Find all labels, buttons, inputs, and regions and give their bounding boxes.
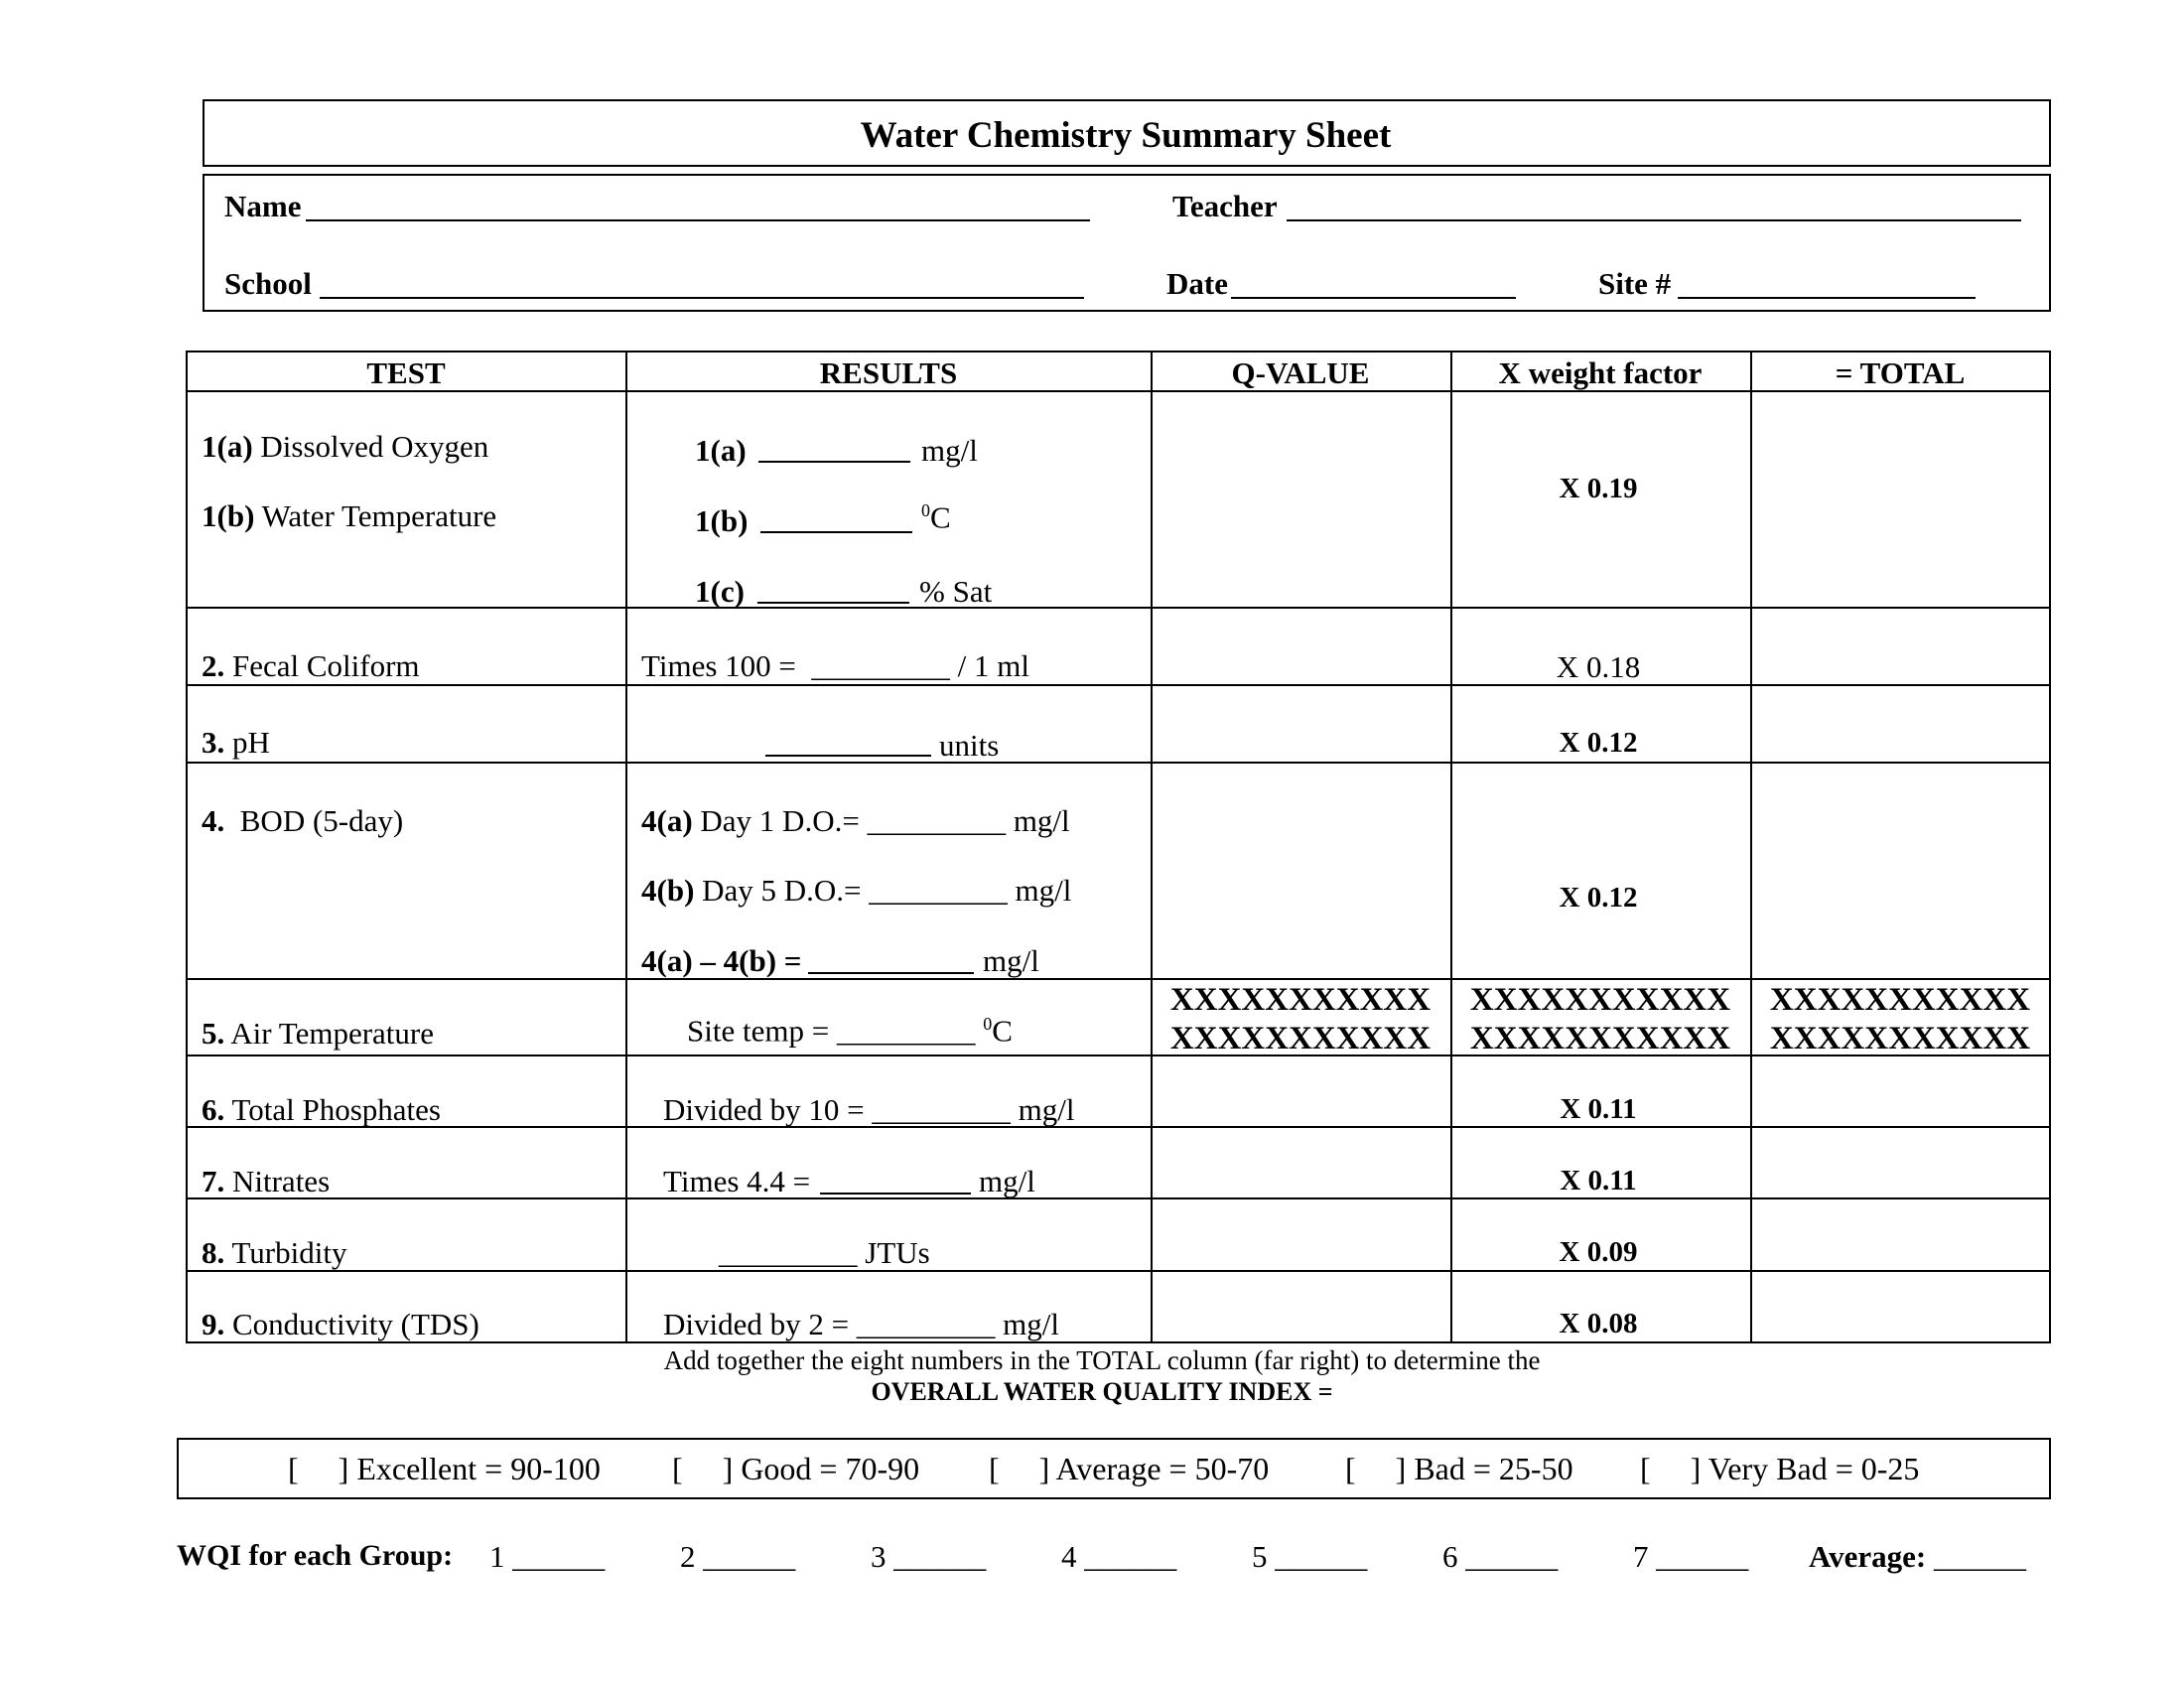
rating-very-bad[interactable]: [ ] Very Bad = 0-25 (1640, 1451, 1920, 1486)
result-3-field[interactable] (765, 755, 931, 757)
school-label: School (224, 266, 312, 301)
result-5: Site temp = _________ $^0$C (687, 1013, 1013, 1049)
row-divider (186, 978, 2051, 980)
site-field[interactable] (1678, 297, 1976, 299)
wqi-group-4[interactable]: 4 ______ (1061, 1539, 1177, 1574)
crossout-total-2: XXXXXXXXXXX (1769, 1021, 2031, 1056)
test-8: 8. Turbidity (202, 1235, 347, 1270)
result-2: Times 100 = _________ / 1 ml (641, 648, 1029, 683)
result-1b-field[interactable] (760, 531, 912, 533)
row-divider (186, 1126, 2051, 1128)
col-divider (625, 351, 627, 1343)
rating-checkbox[interactable]: [ ] (1345, 1451, 1407, 1486)
test-5: 5. Air Temperature (202, 1016, 434, 1051)
test-6: 6. Total Phosphates (202, 1092, 441, 1127)
wqi-group-1[interactable]: 1 ______ (489, 1539, 606, 1574)
result-1c-label: 1(c) (695, 574, 745, 609)
instructions-line-2: OVERALL WATER QUALITY INDEX = (871, 1377, 1333, 1406)
test-1b: 1(b) Water Temperature (202, 498, 497, 533)
header-total: = TOTAL (1835, 355, 1966, 390)
test-7: 7. Nitrates (202, 1164, 331, 1198)
header-weight-factor: X weight factor (1498, 355, 1703, 390)
wqi-group-5[interactable]: 5 ______ (1252, 1539, 1368, 1574)
site-label: Site # (1598, 266, 1672, 301)
header-results: RESULTS (819, 355, 958, 390)
result-1a-field[interactable] (758, 461, 910, 463)
col-divider (1450, 351, 1452, 1343)
school-field[interactable] (320, 297, 1084, 299)
result-3-unit: units (939, 728, 1000, 763)
rating-bad[interactable]: [ ] Bad = 25-50 (1345, 1451, 1573, 1486)
row-divider (186, 607, 2051, 609)
row-divider (186, 684, 2051, 686)
result-4c-unit: mg/l (983, 943, 1039, 978)
instructions-line-1: Add together the eight numbers in the TOTAL column (far right) to determine the (663, 1345, 1541, 1375)
col-divider (1750, 351, 1752, 1343)
info-box (203, 174, 2051, 312)
result-4b: 4(b) Day 5 D.O.= _________ mg/l (641, 873, 1072, 908)
rating-checkbox[interactable]: [ ] (672, 1451, 734, 1486)
crossout-weight-2: XXXXXXXXXXX (1469, 1021, 1731, 1056)
row-divider (186, 762, 2051, 764)
wqi-group-2[interactable]: 2 ______ (680, 1539, 796, 1574)
weight-3: X 0.12 (1559, 727, 1638, 759)
weight-2: X 0.18 (1556, 649, 1641, 684)
row-divider (186, 1270, 2051, 1272)
result-1b-unit: $^0$C (921, 499, 951, 535)
rating-checkbox[interactable]: [ ] (989, 1451, 1050, 1486)
wqi-group-3[interactable]: 3 ______ (871, 1539, 987, 1574)
rating-checkbox[interactable]: [ ] (288, 1451, 349, 1486)
crossout-q-2: XXXXXXXXXXX (1169, 1021, 1432, 1056)
header-q-value: Q-VALUE (1231, 355, 1370, 390)
row-divider (186, 390, 2051, 392)
result-7-prefix: Times 4.4 = (663, 1164, 811, 1198)
weight-7: X 0.11 (1560, 1165, 1637, 1196)
weight-1: X 0.19 (1559, 473, 1638, 504)
header-test: TEST (366, 355, 446, 390)
crossout-total-1: XXXXXXXXXXX (1769, 982, 2031, 1018)
teacher-field[interactable] (1287, 219, 2021, 221)
rating-checkbox[interactable]: [ ] (1640, 1451, 1702, 1486)
result-1b-label: 1(b) (695, 503, 749, 538)
result-1a-unit: mg/l (921, 433, 978, 468)
crossout-q-1: XXXXXXXXXXX (1169, 982, 1432, 1018)
test-9: 9. Conductivity (TDS) (202, 1307, 479, 1341)
result-7-field[interactable] (820, 1193, 971, 1195)
date-label: Date (1166, 266, 1228, 301)
teacher-label: Teacher (1172, 189, 1278, 223)
result-9: Divided by 2 = _________ mg/l (663, 1307, 1059, 1341)
wqi-average[interactable]: Average: ______ (1809, 1539, 2026, 1574)
test-1a: 1(a) Dissolved Oxygen (202, 429, 489, 464)
wqi-label: WQI for each Group: (177, 1539, 454, 1572)
result-7-unit: mg/l (979, 1164, 1035, 1198)
result-1a-label: 1(a) (695, 433, 747, 468)
crossout-weight-1: XXXXXXXXXXX (1469, 982, 1731, 1018)
name-field[interactable] (306, 219, 1090, 221)
test-3: 3. pH (202, 725, 270, 760)
rating-good[interactable]: [ ] Good = 70-90 (672, 1451, 920, 1486)
result-1c-unit: % Sat (919, 574, 993, 609)
result-4c-label: 4(a) – 4(b) = (641, 943, 802, 978)
test-4: 4. BOD (5-day) (202, 803, 404, 838)
row-divider (186, 1197, 2051, 1199)
name-label: Name (224, 189, 302, 223)
result-4c-field[interactable] (808, 972, 974, 974)
rating-excellent[interactable]: [ ] Excellent = 90-100 (288, 1451, 601, 1486)
test-2: 2. Fecal Coliform (202, 648, 420, 683)
weight-9: X 0.08 (1559, 1308, 1638, 1339)
page-title: Water Chemistry Summary Sheet (860, 115, 1392, 156)
result-4a: 4(a) Day 1 D.O.= _________ mg/l (641, 803, 1070, 838)
wqi-group-7[interactable]: 7 ______ (1633, 1539, 1749, 1574)
weight-6: X 0.11 (1560, 1093, 1637, 1125)
weight-4: X 0.12 (1559, 882, 1638, 914)
weight-8: X 0.09 (1559, 1236, 1638, 1268)
result-8: _________ JTUs (719, 1235, 930, 1270)
wqi-group-6[interactable]: 6 ______ (1442, 1539, 1559, 1574)
date-field[interactable] (1231, 297, 1516, 299)
result-1c-field[interactable] (757, 602, 909, 604)
col-divider (1151, 351, 1153, 1343)
rating-average[interactable]: [ ] Average = 50-70 (989, 1451, 1270, 1486)
result-6: Divided by 10 = _________ mg/l (663, 1092, 1075, 1127)
